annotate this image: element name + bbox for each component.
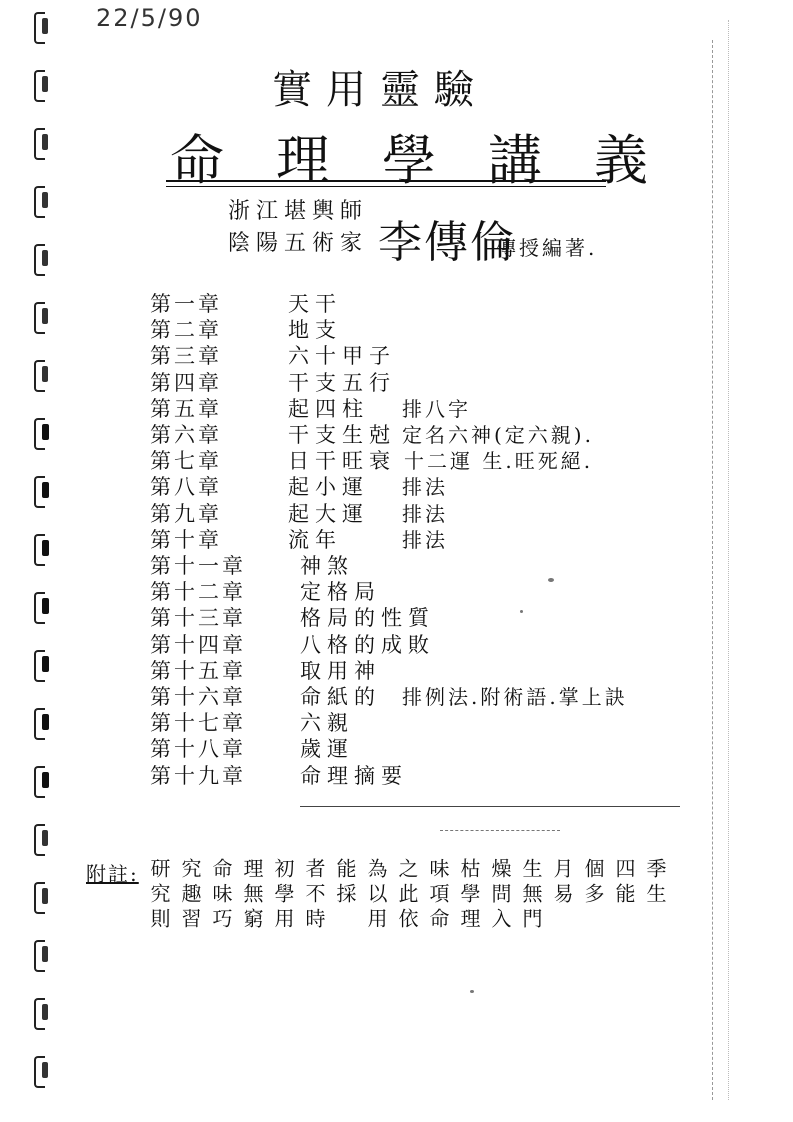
author-title-2: 陰陽五術家 xyxy=(228,231,369,256)
chapter-number: 第二章 xyxy=(150,318,222,343)
chapter-number: 第五章 xyxy=(150,396,222,421)
appendix-column: 命味巧 xyxy=(209,858,233,933)
chapter-title: 六親 xyxy=(300,711,354,736)
appendix-column: 枯學理 xyxy=(457,858,481,933)
chapter-number: 第一章 xyxy=(150,292,222,316)
chapter-title: 神煞 xyxy=(300,554,354,578)
chapter-title: 起四柱 xyxy=(288,396,369,421)
scan-speck xyxy=(548,578,554,582)
scan-speck xyxy=(470,990,474,993)
chapter-number: 第六章 xyxy=(150,423,222,447)
chapter-number: 第十一章 xyxy=(150,554,246,578)
appendix-column: 者不時 xyxy=(302,858,326,933)
chapter-title: 流年 xyxy=(288,527,342,552)
scan-speck xyxy=(520,610,523,613)
chapter-number: 第十七章 xyxy=(150,711,246,736)
chapter-title: 取用神 xyxy=(300,658,381,683)
appendix-column: 味項命 xyxy=(426,858,450,933)
chapter-title: 歲運 xyxy=(300,737,354,762)
chapter-title: 起大運 xyxy=(288,501,369,526)
chapter-note: 定名六神(定六親). xyxy=(402,423,594,447)
appendix-column: 究趣習 xyxy=(178,858,202,933)
chapter-title: 命理摘要 xyxy=(300,763,408,788)
chapter-title: 六十甲子 xyxy=(288,344,396,369)
chapter-title: 起小運 xyxy=(288,475,369,500)
appendix-column: 個多 xyxy=(581,858,605,908)
chapter-number: 第十八章 xyxy=(150,737,246,762)
chapter-number: 第十二章 xyxy=(150,580,246,605)
chapter-number: 第七章 xyxy=(150,449,222,474)
appendix-column: 季生 xyxy=(643,858,667,908)
chapter-title: 命紙的 xyxy=(300,685,381,709)
chapter-number: 第十九章 xyxy=(150,763,246,788)
author-suffix: 傳授編著. xyxy=(496,236,598,260)
appendix-label: 附註: xyxy=(86,862,139,886)
chapter-note: 排法 xyxy=(402,501,448,526)
divider-line xyxy=(440,830,560,831)
chapter-note: 十二運 生.旺死絕. xyxy=(404,449,594,474)
chapter-title: 干支生尅 xyxy=(288,423,396,447)
chapter-title: 干支五行 xyxy=(288,370,396,395)
appendix-column: 初學用 xyxy=(271,858,295,933)
chapter-title: 日干旺衰 xyxy=(288,449,396,474)
author-title-1: 浙江堪輿師 xyxy=(228,199,369,224)
appendix-column: 四能 xyxy=(612,858,636,908)
chapter-note: 排法 xyxy=(402,527,448,552)
chapter-number: 第十五章 xyxy=(150,658,246,683)
author-name: 李傳倫 xyxy=(378,217,516,268)
appendix-column: 月易 xyxy=(550,858,574,908)
appendix-column: 理無窮 xyxy=(240,858,264,933)
appendix-column: 研究則 xyxy=(147,858,171,933)
chapter-number: 第十章 xyxy=(150,527,222,552)
appendix-column: 生無門 xyxy=(519,858,543,933)
appendix-column: 能採 xyxy=(333,858,357,908)
chapter-title: 八格的成敗 xyxy=(300,632,435,657)
chapter-note: 排法 xyxy=(402,475,448,500)
title-line-1: 實用靈驗 xyxy=(272,67,488,113)
chapter-number: 第三章 xyxy=(150,344,222,369)
chapter-number: 第十六章 xyxy=(150,685,246,709)
chapter-note: 排例法.附術語.掌上訣 xyxy=(402,685,628,709)
chapter-number: 第十三章 xyxy=(150,606,246,631)
divider-line xyxy=(300,806,680,807)
chapter-title: 定格局 xyxy=(300,580,381,605)
chapter-title: 格局的性質 xyxy=(300,606,435,631)
appendix-column: 之此依 xyxy=(395,858,419,933)
chapter-number: 第八章 xyxy=(150,475,222,500)
title-line-2: 命理學講義 xyxy=(170,129,700,192)
appendix-column: 燥問入 xyxy=(488,858,512,933)
chapter-title: 天干 xyxy=(288,292,342,316)
appendix-column: 為以用 xyxy=(364,858,388,933)
handwritten-date: 22/5/90 xyxy=(96,4,203,32)
chapter-number: 第四章 xyxy=(150,370,222,395)
chapter-title: 地支 xyxy=(288,318,342,343)
chapter-note: 排八字 xyxy=(402,396,471,421)
chapter-number: 第九章 xyxy=(150,501,222,526)
chapter-number: 第十四章 xyxy=(150,632,246,657)
